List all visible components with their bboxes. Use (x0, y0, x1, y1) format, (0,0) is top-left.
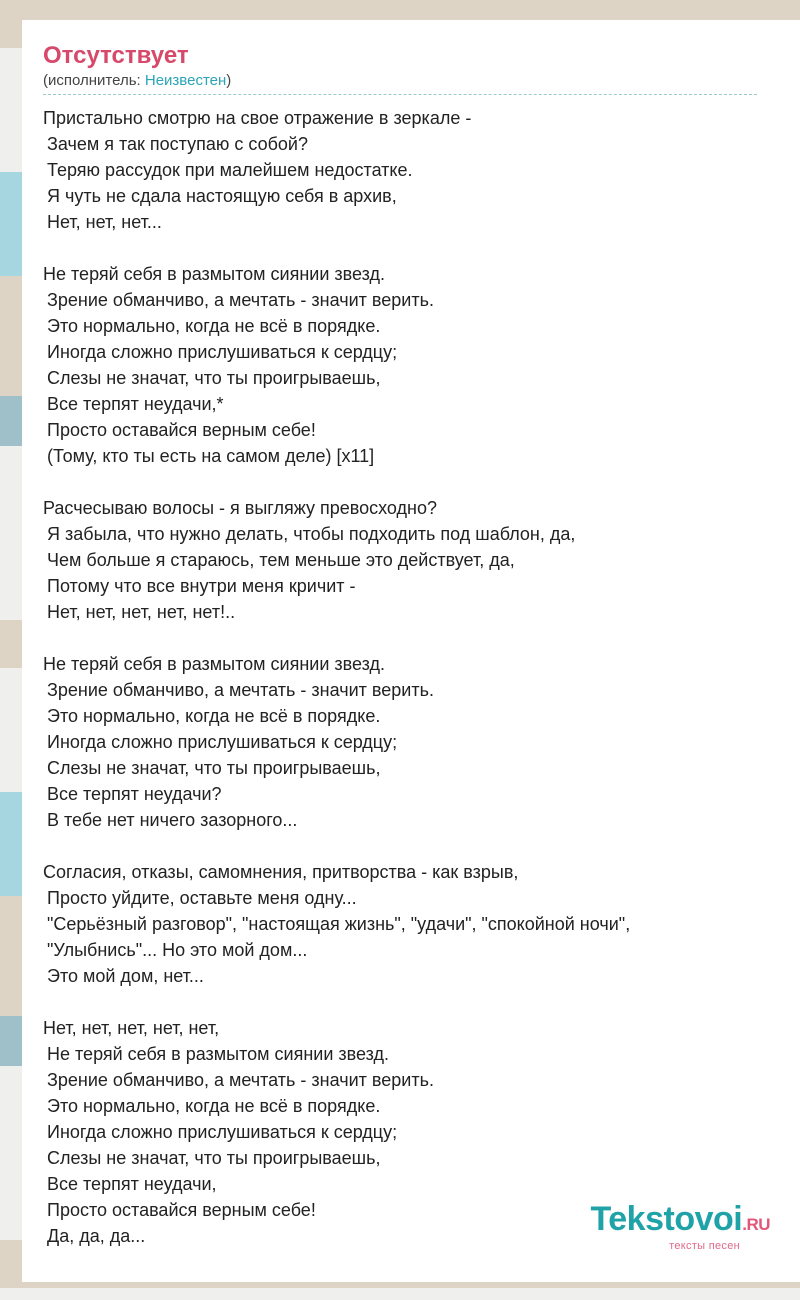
artist-link[interactable]: Неизвестен (144, 72, 227, 89)
lyric-line: Я забыла, что нужно делать, чтобы подходить под шаблон, да, (47, 524, 576, 544)
lyrics-card (22, 20, 800, 1282)
lyric-line: Расчесываю волосы - я выгляжу превосходно? (43, 498, 437, 518)
song-title: Отсутствует (43, 42, 189, 69)
lyric-line: Слезы не значат, что ты проигрываешь, (47, 1148, 381, 1168)
lyric-line: Потому что все внутри меня кричит - (47, 576, 356, 596)
artist-prefix: (исполнитель: (43, 72, 145, 89)
lyric-line: Я чуть не сдала настоящую себя в архив, (47, 186, 397, 206)
artist-suffix: ) (226, 72, 232, 89)
lyric-line: Не теряй себя в размытом сиянии звезд. (43, 654, 385, 674)
lyric-line: Зачем я так поступаю с собой? (47, 134, 308, 154)
site-logo[interactable] (591, 1202, 770, 1252)
lyric-line: Нет, нет, нет, нет, нет, (43, 1018, 220, 1038)
lyric-line: "Улыбнись"... Но это мой дом... (47, 940, 308, 960)
lyric-line: Слезы не значат, что ты проигрываешь, (47, 758, 381, 778)
lyric-line: Нет, нет, нет, нет, нет!.. (47, 602, 236, 622)
lyric-line: Согласия, отказы, самомнения, притворства - как взрыв, (43, 862, 519, 882)
lyric-line: "Серьёзный разговор", "настоящая жизнь", "удачи", "спокойной ночи", (47, 914, 631, 934)
lyric-line: Это нормально, когда не всё в порядке. (47, 1096, 381, 1116)
lyric-line: Теряю рассудок при малейшем недостатке. (47, 160, 413, 180)
stanza-gap (43, 469, 780, 495)
lyric-line: Не теряй себя в размытом сиянии звезд. (43, 264, 385, 284)
lyrics-text (43, 105, 780, 1249)
stanza-gap (43, 235, 780, 261)
lyric-line: Пристально смотрю на свое отражение в зеркале - (43, 108, 472, 128)
lyric-line: Нет, нет, нет... (47, 212, 162, 232)
title-divider (43, 94, 757, 95)
lyric-line: Зрение обманчиво, а мечтать - значит верить. (47, 680, 434, 700)
lyric-line: Все терпят неудачи,* (47, 394, 224, 414)
lyric-line: Не теряй себя в размытом сиянии звезд. (47, 1044, 389, 1064)
lyric-line: Слезы не значат, что ты проигрываешь, (47, 368, 381, 388)
lyric-line: Да, да, да... (47, 1226, 146, 1246)
stanza-gap (43, 833, 780, 859)
lyric-line: Иногда сложно прислушиваться к сердцу; (47, 1122, 398, 1142)
lyric-line: Это мой дом, нет... (47, 966, 204, 986)
lyric-line: В тебе нет ничего зазорного... (47, 810, 298, 830)
lyric-line: Иногда сложно прислушиваться к сердцу; (47, 732, 398, 752)
logo-name: Tekstovoi (590, 1200, 743, 1238)
lyric-line: Это нормально, когда не всё в порядке. (47, 316, 381, 336)
artist-line (43, 72, 780, 90)
lyric-line: Все терпят неудачи, (47, 1174, 217, 1194)
stanza-gap (43, 625, 780, 651)
logo-tld: .RU (742, 1215, 770, 1234)
logo-tagline: тексты песен (669, 1240, 740, 1252)
lyric-line: Иногда сложно прислушиваться к сердцу; (47, 342, 398, 362)
stanza-gap (43, 989, 780, 1015)
lyric-line: Все терпят неудачи? (47, 784, 222, 804)
lyric-line: Чем больше я стараюсь, тем меньше это действует, да, (47, 550, 515, 570)
lyric-line: Зрение обманчиво, а мечтать - значит верить. (47, 290, 434, 310)
lyric-line: (Тому, кто ты есть на самом деле) [x11] (47, 446, 375, 466)
lyric-line: Просто оставайся верным себе! (47, 420, 316, 440)
lyric-line: Зрение обманчиво, а мечтать - значит верить. (47, 1070, 434, 1090)
lyric-line: Просто оставайся верным себе! (47, 1200, 316, 1220)
lyric-line: Это нормально, когда не всё в порядке. (47, 706, 381, 726)
lyric-line: Просто уйдите, оставьте меня одну... (47, 888, 357, 908)
